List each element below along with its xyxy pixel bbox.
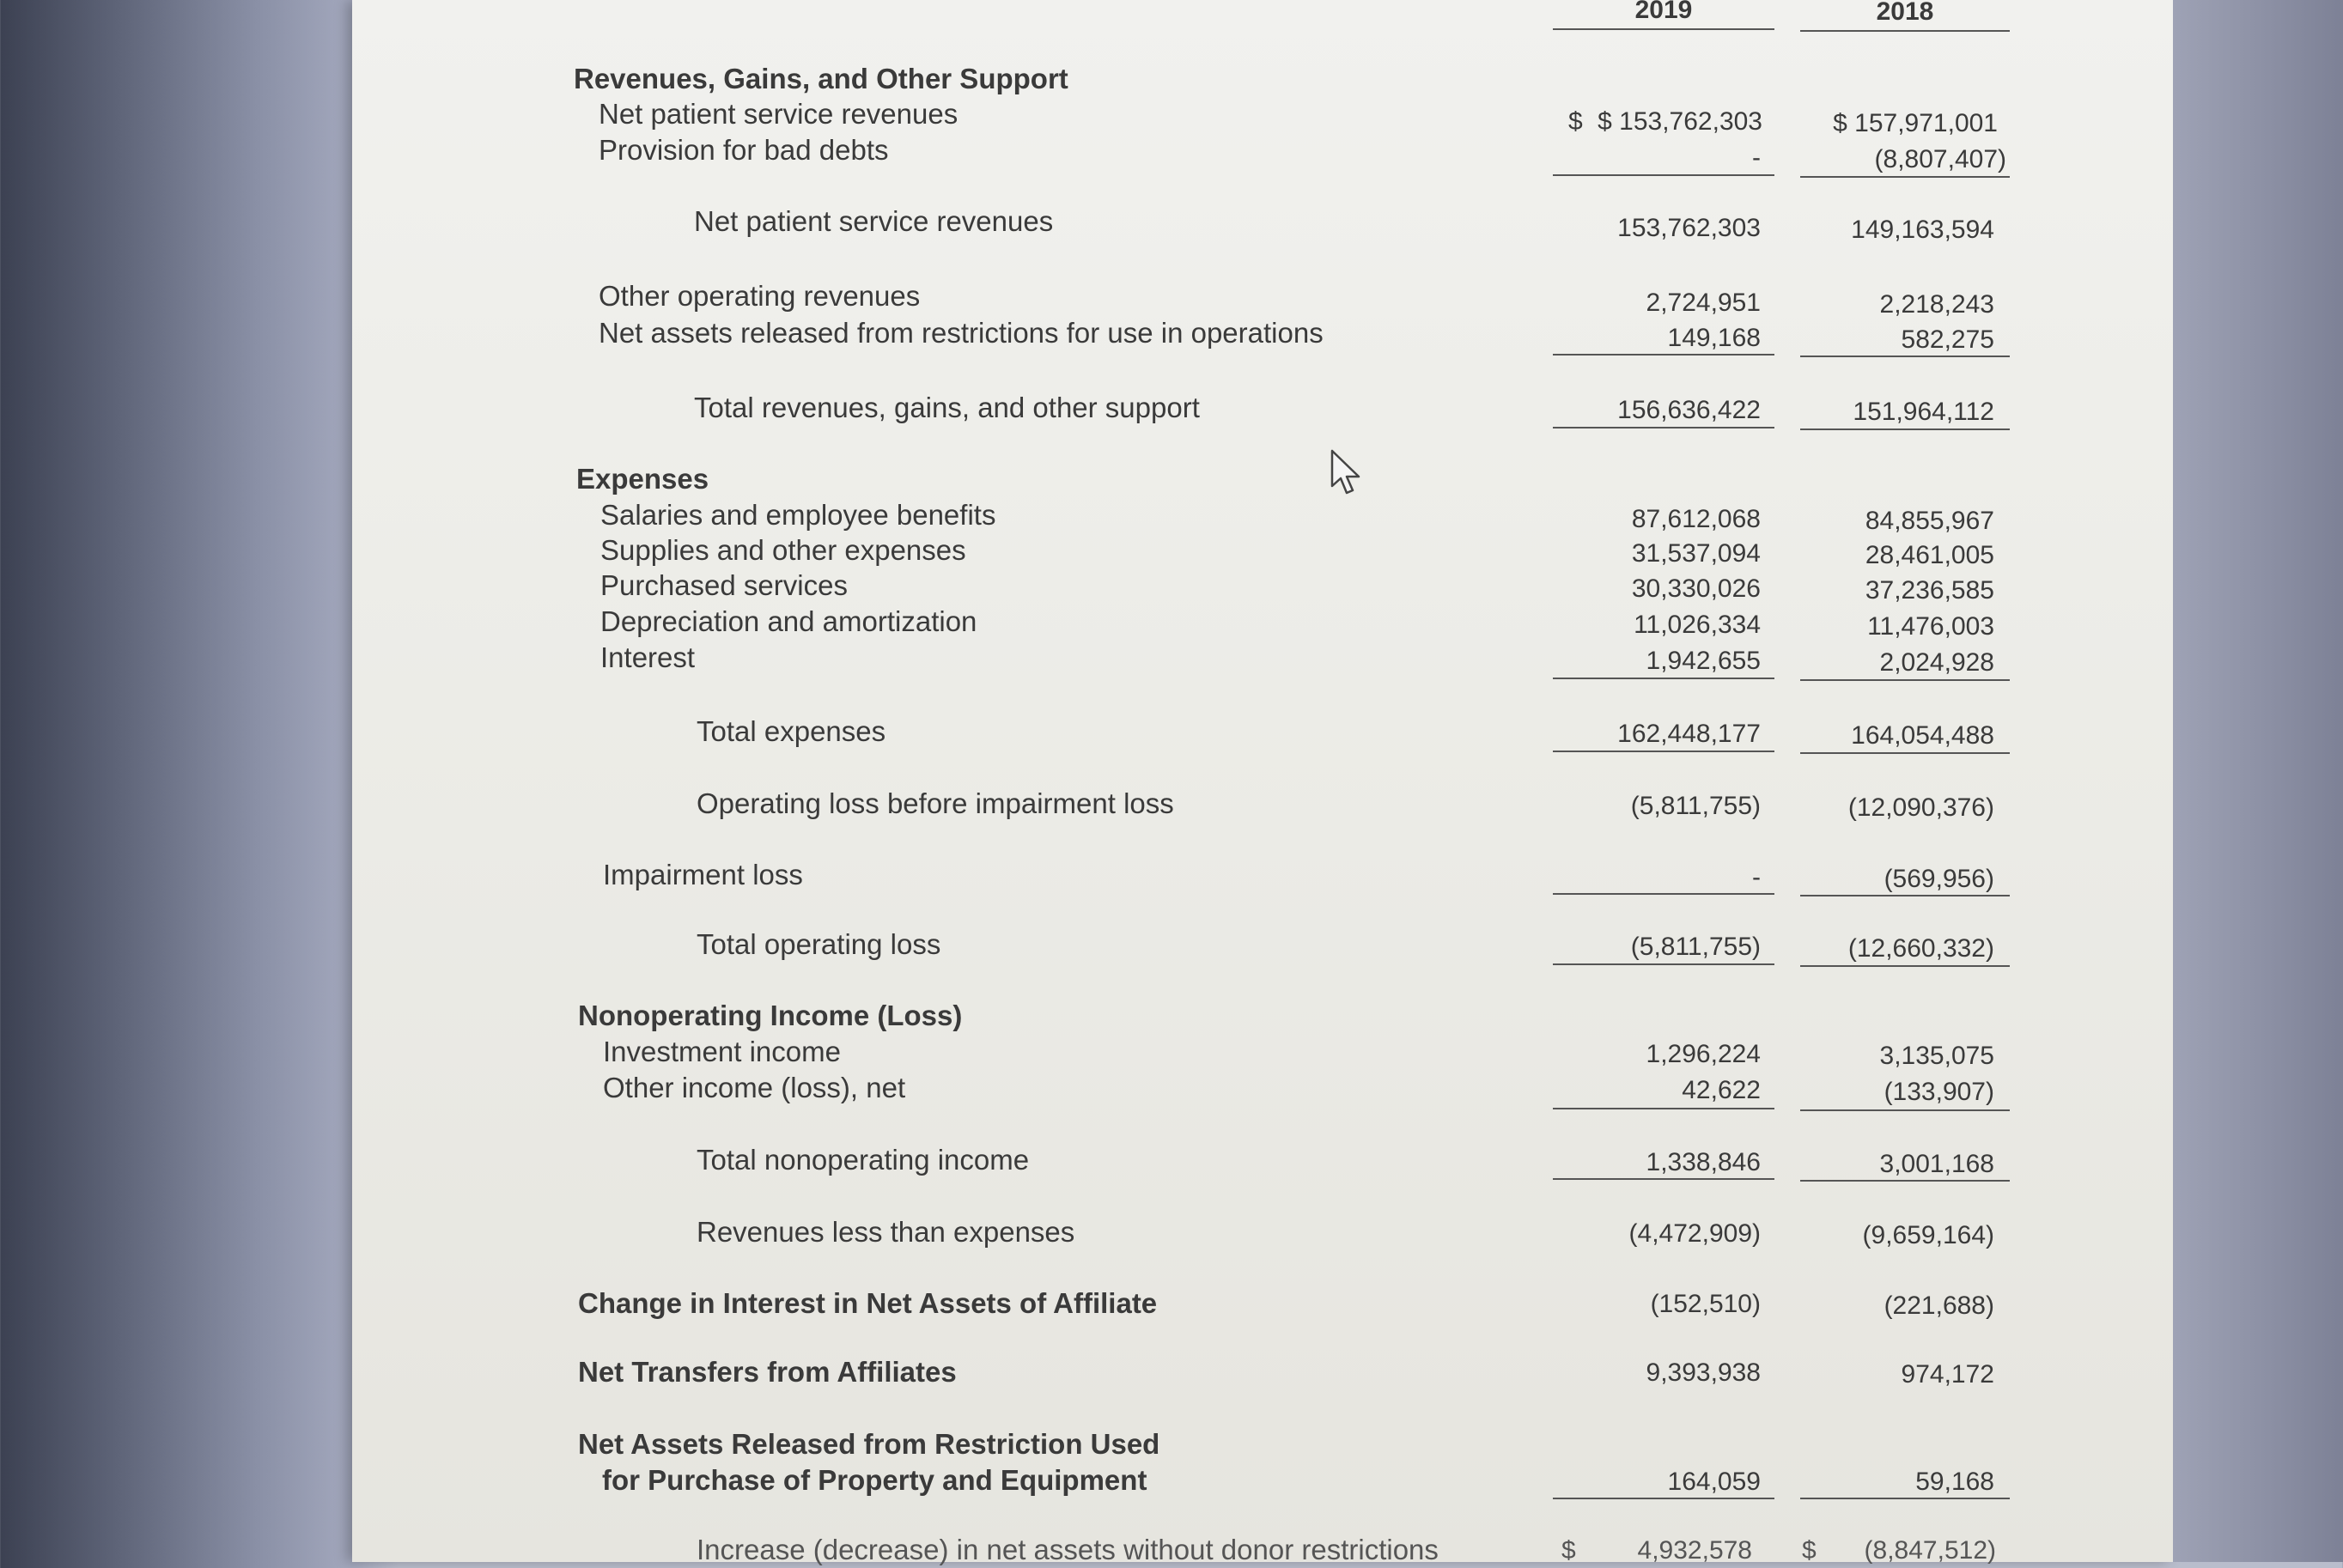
- header-rule-2018: [1800, 30, 2010, 32]
- section-heading-affiliate-change: Change in Interest in Net Assets of Affiliate: [578, 1287, 1158, 1319]
- total-rule: [1800, 752, 2010, 754]
- mouse-pointer-icon: [1330, 448, 1364, 498]
- value-2018: 59,168: [1915, 1468, 1994, 1496]
- row-label: Net assets released from restrictions for use in operations: [599, 317, 1324, 349]
- row-label: Depreciation and amortization: [600, 605, 977, 637]
- value-2018: (221,688): [1884, 1291, 1994, 1320]
- row-label: Operating loss before impairment loss: [697, 787, 1174, 819]
- row-label: Total expenses: [697, 715, 886, 747]
- value-2018: (133,907): [1884, 1078, 1994, 1106]
- value-2019: 1,338,846: [1646, 1148, 1761, 1176]
- column-header-2018: 2018: [1876, 0, 1934, 26]
- value-2018: 84,855,967: [1865, 507, 1994, 535]
- dollar-sign: $: [1561, 1536, 1576, 1565]
- value-2019: 153,762,303: [1617, 214, 1761, 242]
- value-2018: 3,001,168: [1879, 1150, 1994, 1178]
- value-2018: 3,135,075: [1879, 1042, 1994, 1070]
- value-2018: 151,964,112: [1853, 398, 1994, 426]
- section-heading-transfers: Net Transfers from Affiliates: [578, 1356, 957, 1388]
- total-rule: [1800, 965, 2010, 967]
- row-label: Other income (loss), net: [603, 1072, 906, 1103]
- value-2019: 156,636,422: [1617, 396, 1761, 424]
- row-label: Provision for bad debts: [599, 134, 889, 166]
- total-rule: [1800, 428, 2010, 430]
- value-2019: $ 153,762,303: [1598, 107, 1762, 136]
- subtotal-rule: [1800, 176, 2010, 178]
- value-2019: 11,026,334: [1634, 611, 1761, 639]
- value-2018: 37,236,585: [1865, 576, 1994, 605]
- row-label: Purchased services: [600, 569, 848, 601]
- row-label: Revenues less than expenses: [697, 1216, 1075, 1248]
- value-2019: 31,537,094: [1631, 539, 1761, 568]
- section-heading-released: Net Assets Released from Restriction Used: [578, 1428, 1160, 1460]
- value-2019: (5,811,755): [1630, 933, 1761, 961]
- row-label: Interest: [600, 641, 696, 673]
- value-2018: 2,024,928: [1879, 648, 1994, 677]
- total-rule: [1553, 963, 1774, 965]
- value-2019: -: [1752, 143, 1761, 172]
- row-label: Investment income: [603, 1036, 841, 1067]
- value-2019: (5,811,755): [1630, 792, 1761, 820]
- row-label: Net patient service revenues: [599, 98, 958, 130]
- value-2019: (152,510): [1650, 1290, 1761, 1318]
- row-label: Net patient service revenues: [694, 205, 1054, 237]
- value-2019: 9,393,938: [1646, 1358, 1761, 1387]
- value-2019: 2,724,951: [1646, 289, 1761, 317]
- total-rule: [1553, 1178, 1774, 1180]
- section-heading-released-cont: for Purchase of Property and Equipment: [602, 1464, 1147, 1496]
- value-2018: 2,218,243: [1879, 290, 1994, 319]
- value-2019: 30,330,026: [1631, 574, 1761, 603]
- value-2018: (12,660,332): [1847, 934, 1994, 963]
- row-label: Impairment loss: [603, 859, 803, 890]
- value-2018: (8,807,407): [1874, 145, 2006, 173]
- subtotal-rule: [1553, 678, 1774, 679]
- dollar-sign: $: [1802, 1536, 1817, 1565]
- section-heading-nonoperating: Nonoperating Income (Loss): [578, 1000, 963, 1031]
- value-2018: 164,054,488: [1851, 721, 1994, 750]
- subtotal-rule: [1800, 356, 2010, 357]
- header-rule-2019: [1553, 28, 1774, 30]
- total-rule: [1553, 427, 1774, 428]
- value-2019: 87,612,068: [1631, 505, 1761, 533]
- value-2019: (4,472,909): [1628, 1219, 1761, 1248]
- value-2018: (8,847,512): [1864, 1536, 1996, 1565]
- subtotal-rule: [1800, 1109, 2010, 1111]
- subtotal-rule: [1553, 174, 1774, 176]
- section-heading-expenses: Expenses: [576, 463, 709, 495]
- value-2019: 42,622: [1682, 1076, 1761, 1104]
- value-2018: 582,275: [1901, 325, 1994, 354]
- value-2019: 4,932,578: [1637, 1536, 1752, 1565]
- row-label: Supplies and other expenses: [600, 534, 966, 566]
- value-2019: 1,296,224: [1646, 1040, 1761, 1068]
- section-heading-revenues: Revenues, Gains, and Other Support: [574, 63, 1068, 94]
- screen-bezel-shadow: [2173, 0, 2343, 1562]
- value-2019: 162,448,177: [1617, 720, 1761, 748]
- value-2018: 149,163,594: [1851, 216, 1994, 244]
- subtotal-rule: [1553, 1108, 1774, 1109]
- value-2019: 149,168: [1667, 324, 1761, 352]
- value-2018: 11,476,003: [1867, 612, 1994, 641]
- row-label: Total revenues, gains, and other support: [694, 392, 1200, 423]
- total-rule: [1553, 751, 1774, 752]
- subtotal-rule: [1800, 1498, 2010, 1499]
- value-2018: 28,461,005: [1865, 541, 1994, 569]
- row-label: Salaries and employee benefits: [600, 499, 996, 531]
- subtotal-rule: [1553, 354, 1774, 356]
- subtotal-rule: [1553, 893, 1774, 895]
- value-2018: $ 157,971,001: [1833, 109, 1998, 137]
- value-2019: 1,942,655: [1646, 647, 1761, 675]
- dollar-sign: $: [1568, 107, 1583, 136]
- subtotal-rule: [1800, 679, 2010, 681]
- value-2019: -: [1752, 863, 1761, 891]
- value-2018: 974,172: [1901, 1360, 1994, 1389]
- subtotal-rule: [1800, 895, 2010, 896]
- row-label: Total nonoperating income: [697, 1144, 1030, 1176]
- value-2019: 164,059: [1667, 1468, 1761, 1496]
- row-label: Total operating loss: [697, 928, 941, 960]
- value-2018: (569,956): [1884, 865, 1994, 893]
- row-label: Other operating revenues: [599, 280, 921, 312]
- total-rule: [1800, 1180, 2010, 1182]
- column-header-2019: 2019: [1634, 0, 1693, 24]
- value-2018: (9,659,164): [1862, 1221, 1994, 1249]
- value-2018: (12,090,376): [1847, 793, 1994, 822]
- subtotal-rule: [1553, 1498, 1774, 1499]
- row-label: Increase (decrease) in net assets without donor restrictions: [697, 1534, 1439, 1565]
